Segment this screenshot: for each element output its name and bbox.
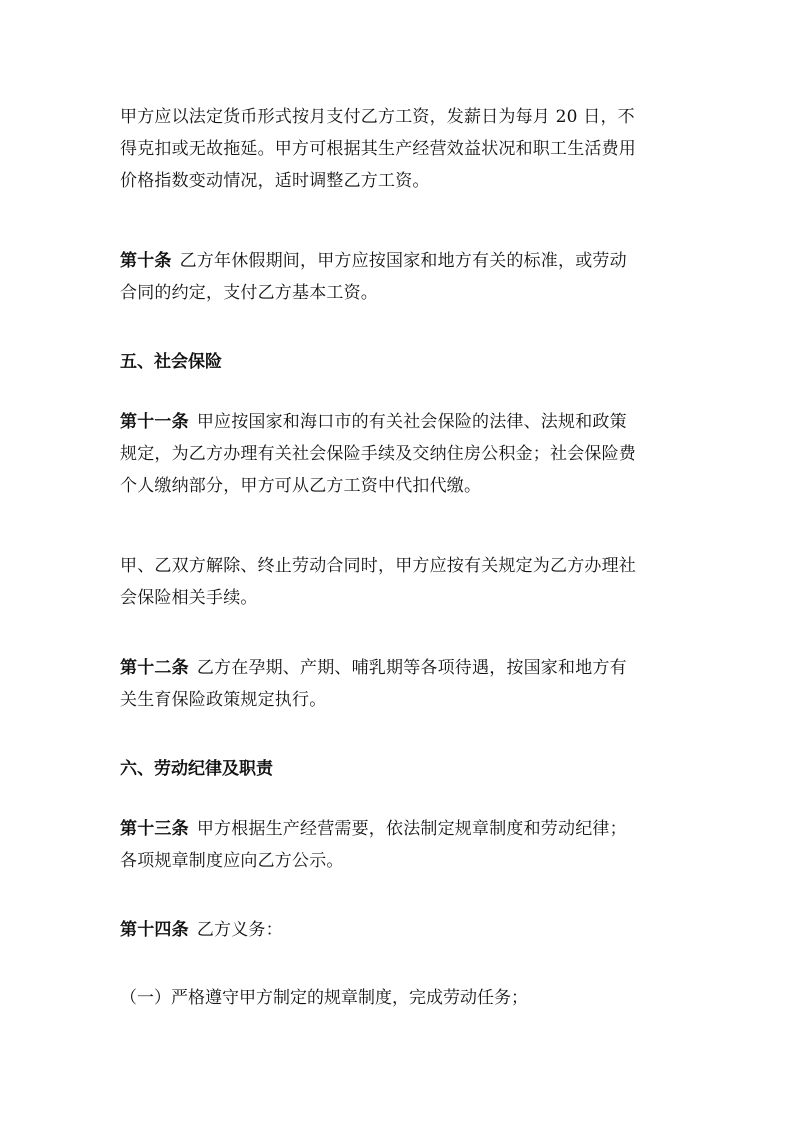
article-label: 第十一条	[120, 412, 189, 432]
article-13	[120, 813, 675, 877]
article-label: 第十二条	[120, 658, 189, 678]
article-12	[120, 652, 675, 716]
article-14	[120, 914, 675, 946]
text-line: 各项规章制度应向乙方公示。	[120, 851, 344, 871]
article-text: 甲方根据生产经营需要，依法制定规章制度和劳动纪律；	[196, 819, 627, 839]
text-line: 会保险相关手续。	[120, 588, 258, 608]
list-item: （一）严格遵守甲方制定的规章制度，完成劳动任务；	[120, 988, 528, 1008]
article-label: 第十条	[120, 251, 172, 271]
text-line: 个人缴纳部分，甲方可从乙方工资中代扣代缴。	[120, 476, 482, 496]
text-line	[120, 914, 675, 946]
text-line	[120, 245, 675, 277]
termination-paragraph	[120, 550, 675, 614]
article-text: 乙方在孕期、产期、哺乳期等各项待遇，按国家和地方有	[196, 658, 627, 678]
text-line: 合同的约定，支付乙方基本工资。	[120, 283, 378, 303]
text-line: 甲方应以法定货币形式按月支付乙方工资，发薪日为每月 20 日，不	[120, 107, 635, 127]
text-line: 规定，为乙方办理有关社会保险手续及交纳住房公积金；社会保险费	[120, 444, 636, 464]
text-line	[120, 813, 675, 845]
article-11	[120, 406, 675, 502]
section-heading-labor-discipline: 六、劳动纪律及职责	[120, 759, 273, 779]
article-10	[120, 245, 675, 309]
salary-payment-paragraph	[120, 101, 675, 197]
text-line: 得克扣或无故拖延。甲方可根据其生产经营效益状况和职工生活费用	[120, 139, 636, 159]
article-label: 第十四条	[120, 920, 189, 940]
article-text: 甲应按国家和海口市的有关社会保险的法律、法规和政策	[196, 412, 627, 432]
text-line: 关生育保险政策规定执行。	[120, 690, 327, 710]
article-text: 乙方义务：	[196, 920, 283, 940]
article-text: 乙方年休假期间，甲方应按国家和地方有关的标准，或劳动	[179, 251, 627, 271]
text-line: 甲、乙双方解除、终止劳动合同时，甲方应按有关规定为乙方办理社	[120, 556, 636, 576]
text-line	[120, 406, 675, 438]
text-line: 价格指数变动情况，适时调整乙方工资。	[120, 171, 430, 191]
article-label: 第十三条	[120, 819, 189, 839]
section-heading-social-insurance: 五、社会保险	[120, 352, 222, 372]
text-line	[120, 652, 675, 684]
